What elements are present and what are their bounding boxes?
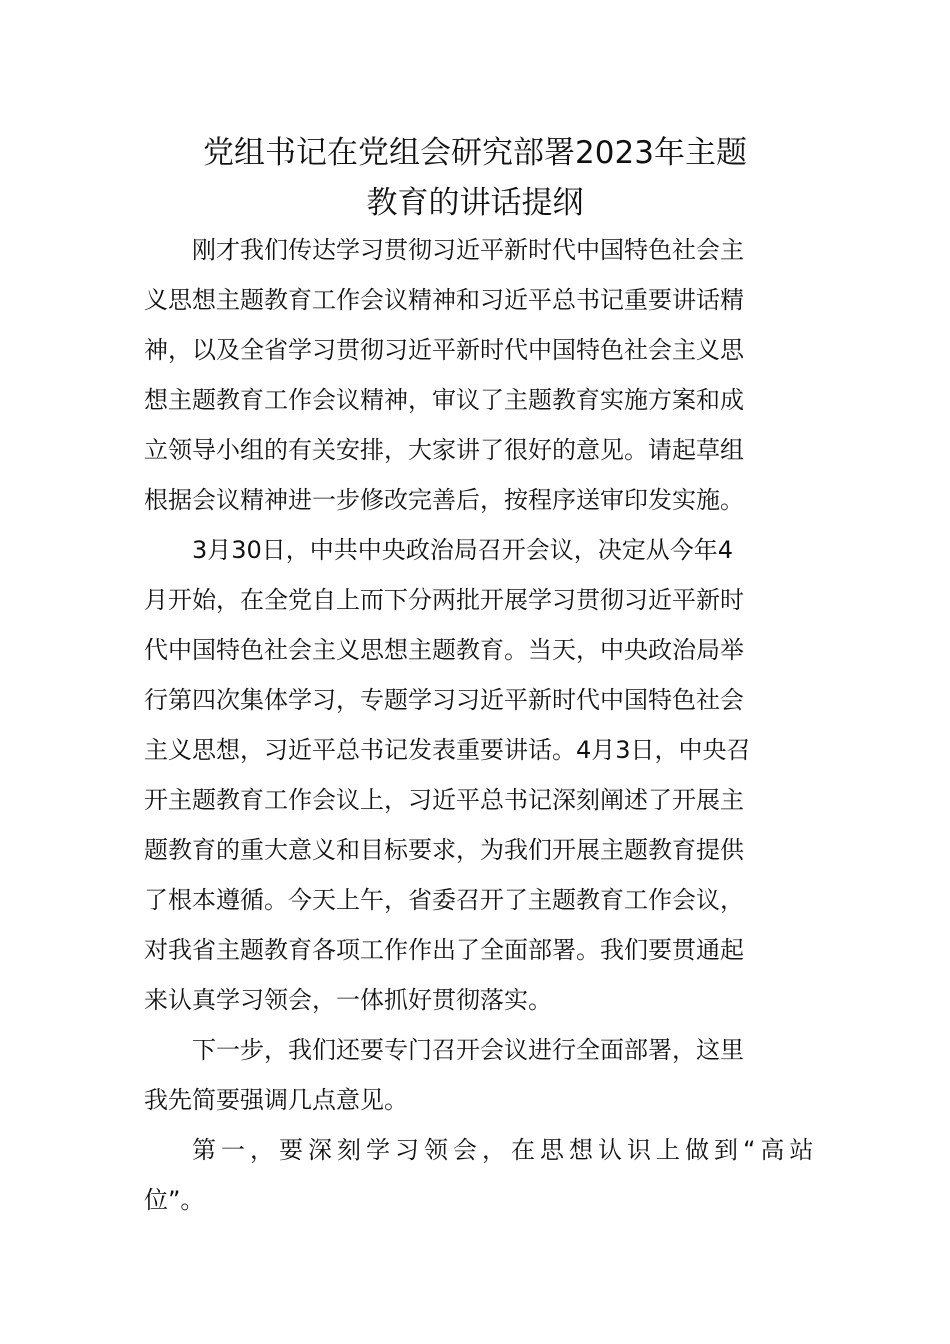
paragraph-4: [144, 1125, 819, 1225]
text-line: 主义思想，习近平总书记发表重要讲话。4月3日，中央召: [144, 736, 751, 764]
document-title-line-2: 教育的讲话提纲: [366, 185, 584, 221]
text-line: 立领导小组的有关安排，大家讲了很好的意见。请起草组: [144, 436, 744, 464]
text-line: 对我省主题教育各项工作作出了全面部署。我们要贯通起: [144, 936, 744, 964]
text-line: 了根本遵循。今天上午，省委召开了主题教育工作会议，: [144, 886, 744, 914]
paragraph-3: [144, 1025, 809, 1125]
text-line: 开主题教育工作会议上，习近平总书记深刻阐述了开展主: [144, 786, 744, 814]
text-line: 神，以及全省学习贯彻习近平新时代中国特色社会主义思: [144, 336, 744, 364]
text-line: 下一步，我们还要专门召开会议进行全面部署，这里: [192, 1036, 744, 1064]
text-line: 3月30日，中共中央政治局召开会议，决定从今年4: [192, 536, 734, 564]
text-line: 根据会议精神进一步修改完善后，按程序送审印发实施。: [144, 486, 744, 514]
text-line: 行第四次集体学习，专题学习习近平新时代中国特色社会: [144, 686, 744, 714]
text-line: 第一，要深刻学习领会，在思想认识上做到“高站: [192, 1136, 819, 1164]
text-line: 代中国特色社会主义思想主题教育。当天，中央政治局举: [144, 636, 744, 664]
text-line: 来认真学习领会，一体抓好贯彻落实。: [144, 986, 552, 1014]
text-line: 题教育的重大意义和目标要求，为我们开展主题教育提供: [144, 836, 744, 864]
text-line: 义思想主题教育工作会议精神和习近平总书记重要讲话精: [144, 286, 744, 314]
paragraph-2: [144, 525, 809, 1025]
paragraph-1: [144, 225, 809, 525]
document-title-line-1: 党组书记在党组会研究部署2023年主题: [203, 135, 747, 171]
text-line: 我先简要强调几点意见。: [144, 1086, 408, 1114]
text-line: 月开始，在全党自上而下分两批开展学习贯彻习近平新时: [144, 586, 744, 614]
text-line: 位”。: [144, 1186, 205, 1214]
document-body: [144, 225, 819, 1225]
text-line: 刚才我们传达学习贯彻习近平新时代中国特色社会主: [192, 236, 744, 264]
text-line: 想主题教育工作会议精神，审议了主题教育实施方案和成: [144, 386, 744, 414]
